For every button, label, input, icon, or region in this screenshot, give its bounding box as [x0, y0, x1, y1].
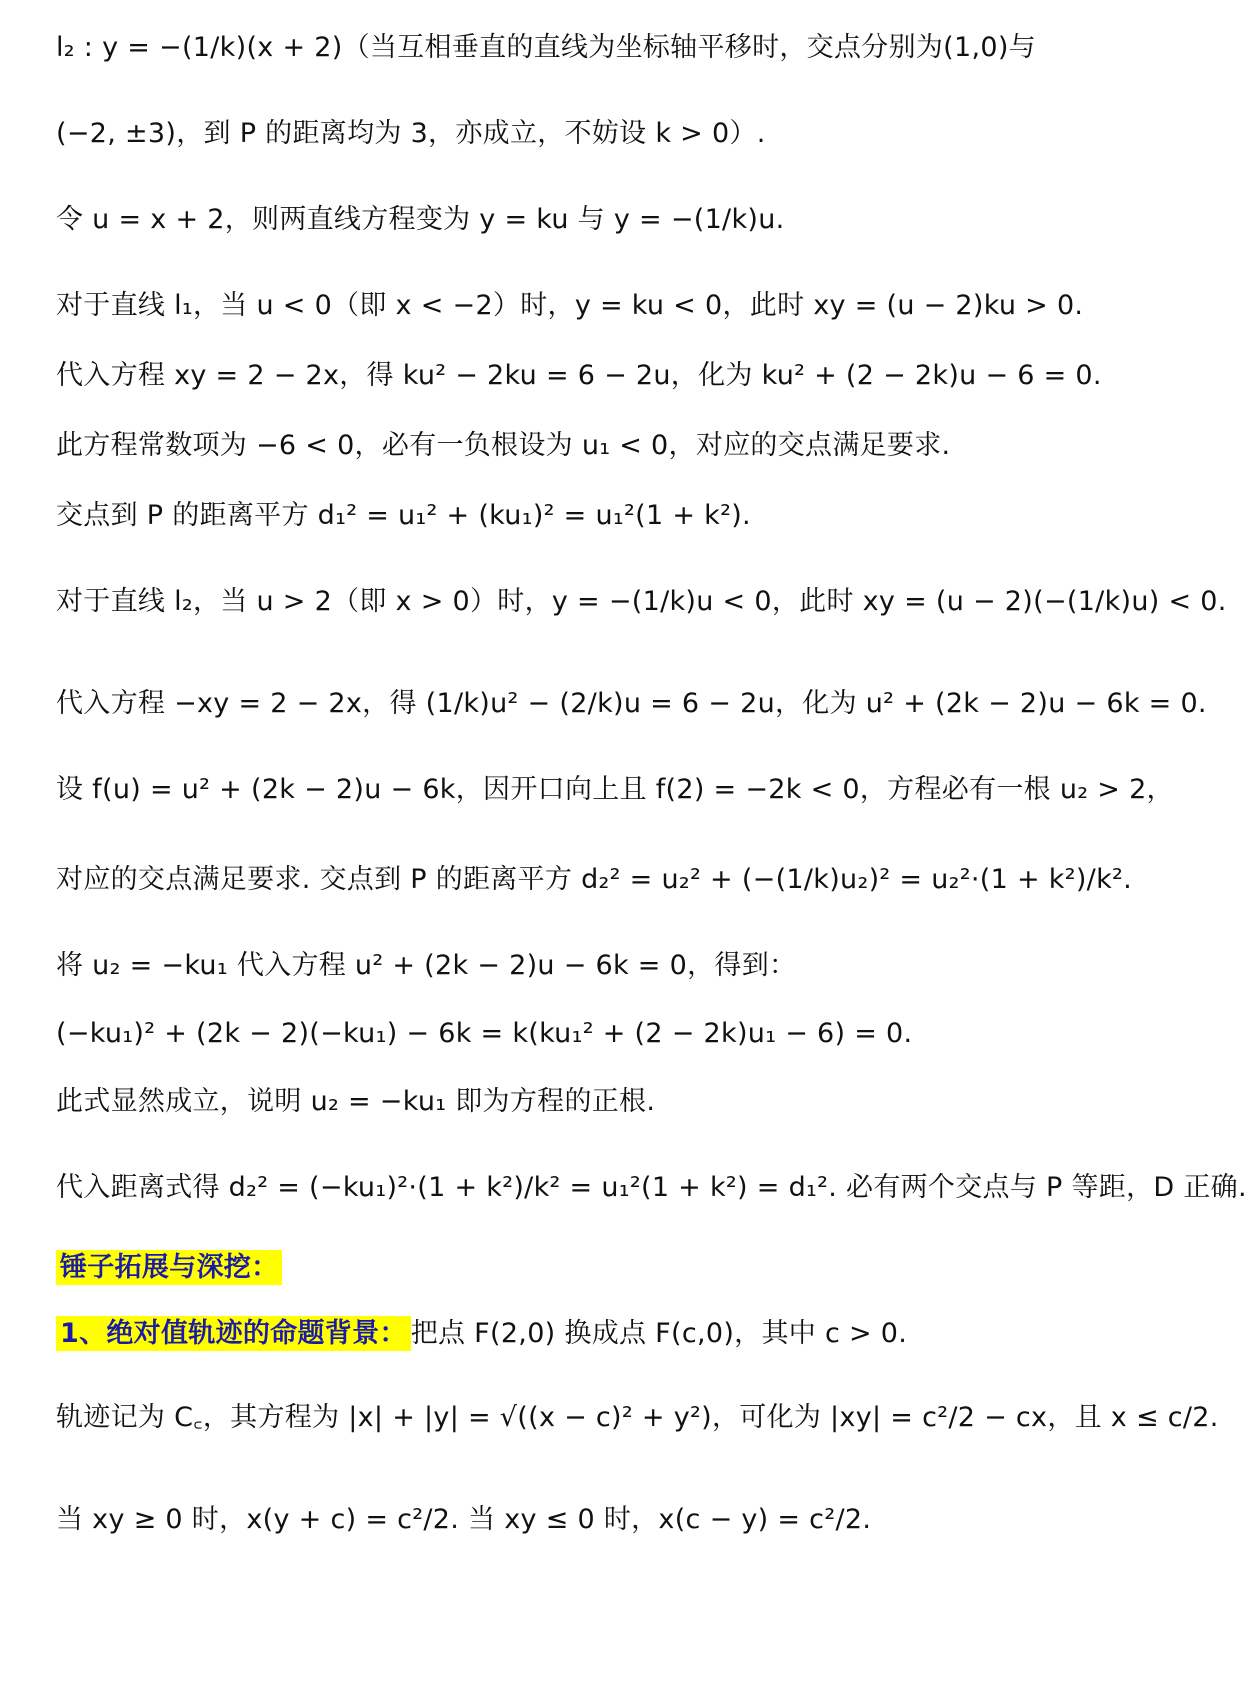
text-line-12: 将 u₂ = −ku₁ 代入方程 u² + (2k − 2)u − 6k = 0，得到： [56, 950, 797, 981]
text-line-2: (−2, ±3)，到 P 的距离均为 3，亦成立，不妨设 k > 0）. [56, 118, 766, 149]
text-line-6: 此方程常数项为 −6 < 0，必有一负根设为 u₁ < 0，对应的交点满足要求. [56, 430, 951, 461]
item-1-text: 把点 F(2,0) 换成点 F(c,0)，其中 c > 0. [410, 1318, 908, 1349]
item-1-row [56, 1314, 1076, 1354]
text-line-10: 设 f(u) = u² + (2k − 2)u − 6k，因开口向上且 f(2) = −2k < 0，方程必有一根 u₂ > 2， [56, 774, 1174, 805]
text-line-7: 交点到 P 的距离平方 d₁² = u₁² + (ku₁)² = u₁²(1 + k²). [56, 500, 751, 531]
text-line-4: 对于直线 l₁，当 u < 0（即 x < −2）时，y = ku < 0，此时 xy = (u − 2)ku > 0. [56, 290, 1084, 321]
text-line-13: (−ku₁)² + (2k − 2)(−ku₁) − 6k = k(ku₁² + (2 − 2k)u₁ − 6) = 0. [56, 1018, 913, 1049]
text-line-17: 当 xy ≥ 0 时，x(y + c) = c²/2. 当 xy ≤ 0 时，x(c − y) = c²/2. [56, 1504, 872, 1535]
text-line-16: 轨迹记为 C꜀，其方程为 |x| + |y| = √((x − c)² + y²)，可化为 |xy| = c²/2 − cx，且 x ≤ c/2. [56, 1402, 1219, 1433]
text-line-8: 对于直线 l₂，当 u > 2（即 x > 0）时，y = −(1/k)u < 0，此时 xy = (u − 2)(−(1/k)u) < 0. [56, 586, 1227, 617]
section-title: 锤子拓展与深挖： [56, 1250, 282, 1285]
text-line-9: 代入方程 −xy = 2 − 2x，得 (1/k)u² − (2/k)u = 6 − 2u，化为 u² + (2k − 2)u − 6k = 0. [56, 688, 1207, 719]
text-line-14: 此式显然成立，说明 u₂ = −ku₁ 即为方程的正根. [56, 1086, 656, 1117]
text-line-5: 代入方程 xy = 2 − 2x，得 ku² − 2ku = 6 − 2u，化为 ku² + (2 − 2k)u − 6 = 0. [56, 360, 1102, 391]
item-1-label: 1、绝对值轨迹的命题背景： [56, 1316, 411, 1351]
text-line-1: l₂ : y = −(1/k)(x + 2)（当互相垂直的直线为坐标轴平移时，交点分别为(1,0)与 [56, 32, 1036, 63]
text-line-3: 令 u = x + 2，则两直线方程变为 y = ku 与 y = −(1/k)u. [56, 204, 785, 235]
text-line-15: 代入距离式得 d₂² = (−ku₁)²·(1 + k²)/k² = u₁²(1 + k²) = d₁². 必有两个交点与 P 等距，D 正确. [56, 1172, 1247, 1203]
section-title-row [56, 1248, 1076, 1288]
text-line-11: 对应的交点满足要求. 交点到 P 的距离平方 d₂² = u₂² + (−(1/k)u₂)² = u₂²·(1 + k²)/k². [56, 864, 1133, 895]
